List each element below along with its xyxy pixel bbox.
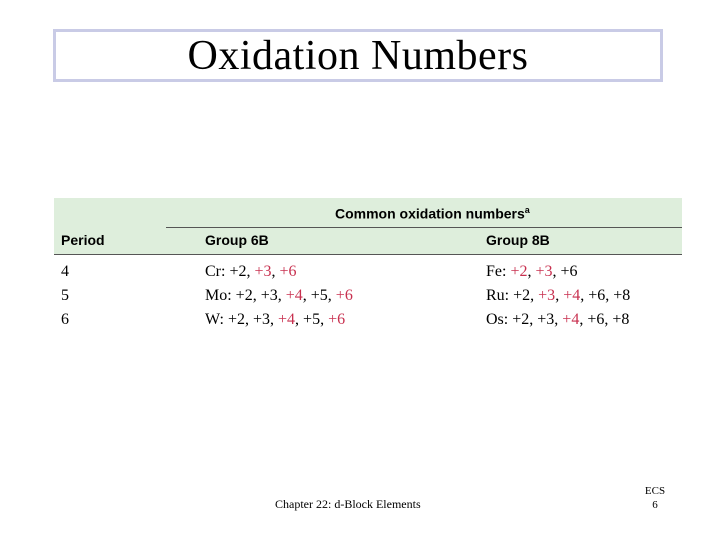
oxidation-value: +3	[252, 311, 271, 328]
slide-title: Oxidation Numbers	[187, 32, 529, 79]
oxidation-value: +4	[278, 311, 296, 328]
oxidation-value: +6	[279, 263, 297, 280]
oxidation-value: +3	[535, 263, 553, 280]
oxidation-value: +8	[613, 287, 631, 304]
table-span-header	[54, 198, 682, 228]
oxidation-value: +3	[537, 311, 555, 328]
group-6b-cell: W: +2, +3, +4, +5, +6	[205, 311, 346, 328]
oxidation-value: +2	[512, 311, 530, 328]
table-row	[54, 287, 682, 311]
oxidation-value: +4	[285, 287, 303, 304]
table-row	[54, 263, 682, 287]
oxidation-value: +4	[562, 311, 580, 328]
element-symbol: Ru:	[486, 287, 514, 304]
oxidation-value: +2	[513, 287, 531, 304]
column-header-period: Period	[61, 232, 105, 248]
oxidation-value: +3	[254, 263, 272, 280]
table-column-header	[54, 228, 682, 255]
table-body	[54, 263, 682, 335]
group-8b-cell: Fe: +2, +3, +6	[486, 263, 578, 280]
oxidation-value: +3	[538, 287, 556, 304]
period-cell: 5	[61, 287, 69, 304]
period-cell: 4	[61, 263, 69, 280]
slide-number: 6	[652, 498, 658, 511]
column-header-group-8b: Group 8B	[486, 232, 550, 248]
element-symbol: W:	[205, 311, 228, 328]
oxidation-value: +6	[560, 263, 578, 280]
column-header-group-6b: Group 6B	[205, 232, 269, 248]
title-box	[53, 29, 663, 82]
oxidation-value: +6	[328, 311, 346, 328]
group-6b-cell: Cr: +2, +3, +6	[205, 263, 297, 280]
oxidation-value: +2	[229, 263, 247, 280]
span-header-footnote: a	[524, 205, 530, 215]
oxidation-value: +2	[235, 287, 253, 304]
oxidation-value: +3	[260, 287, 278, 304]
oxidation-value: +4	[563, 287, 581, 304]
oxidation-table	[54, 198, 682, 335]
group-8b-cell: Ru: +2, +3, +4, +6, +8	[486, 287, 631, 304]
element-symbol: Mo:	[205, 287, 236, 304]
group-6b-cell: Mo: +2, +3, +4, +5, +6	[205, 287, 353, 304]
group-8b-cell: Os: +2, +3, +4, +6, +8	[486, 311, 630, 328]
span-header-label: Common oxidation numbers$^a$	[335, 205, 530, 222]
oxidation-value: +5	[303, 311, 321, 328]
oxidation-value: +6	[588, 287, 606, 304]
period-cell: 6	[61, 311, 69, 328]
oxidation-value: +2	[510, 263, 528, 280]
oxidation-value: +6	[587, 311, 605, 328]
oxidation-value: +2	[227, 311, 245, 328]
oxidation-value: +6	[335, 287, 353, 304]
element-symbol: Cr:	[205, 263, 230, 280]
footer-text: Chapter 22: d-Block Elements	[275, 497, 421, 511]
element-symbol: Os:	[486, 311, 513, 328]
oxidation-value: +8	[612, 311, 630, 328]
oxidation-value: +5	[310, 287, 328, 304]
slide-number-block	[636, 485, 674, 513]
slide-label: ECS	[644, 485, 666, 497]
table-row	[54, 311, 682, 335]
element-symbol: Fe:	[486, 263, 511, 280]
